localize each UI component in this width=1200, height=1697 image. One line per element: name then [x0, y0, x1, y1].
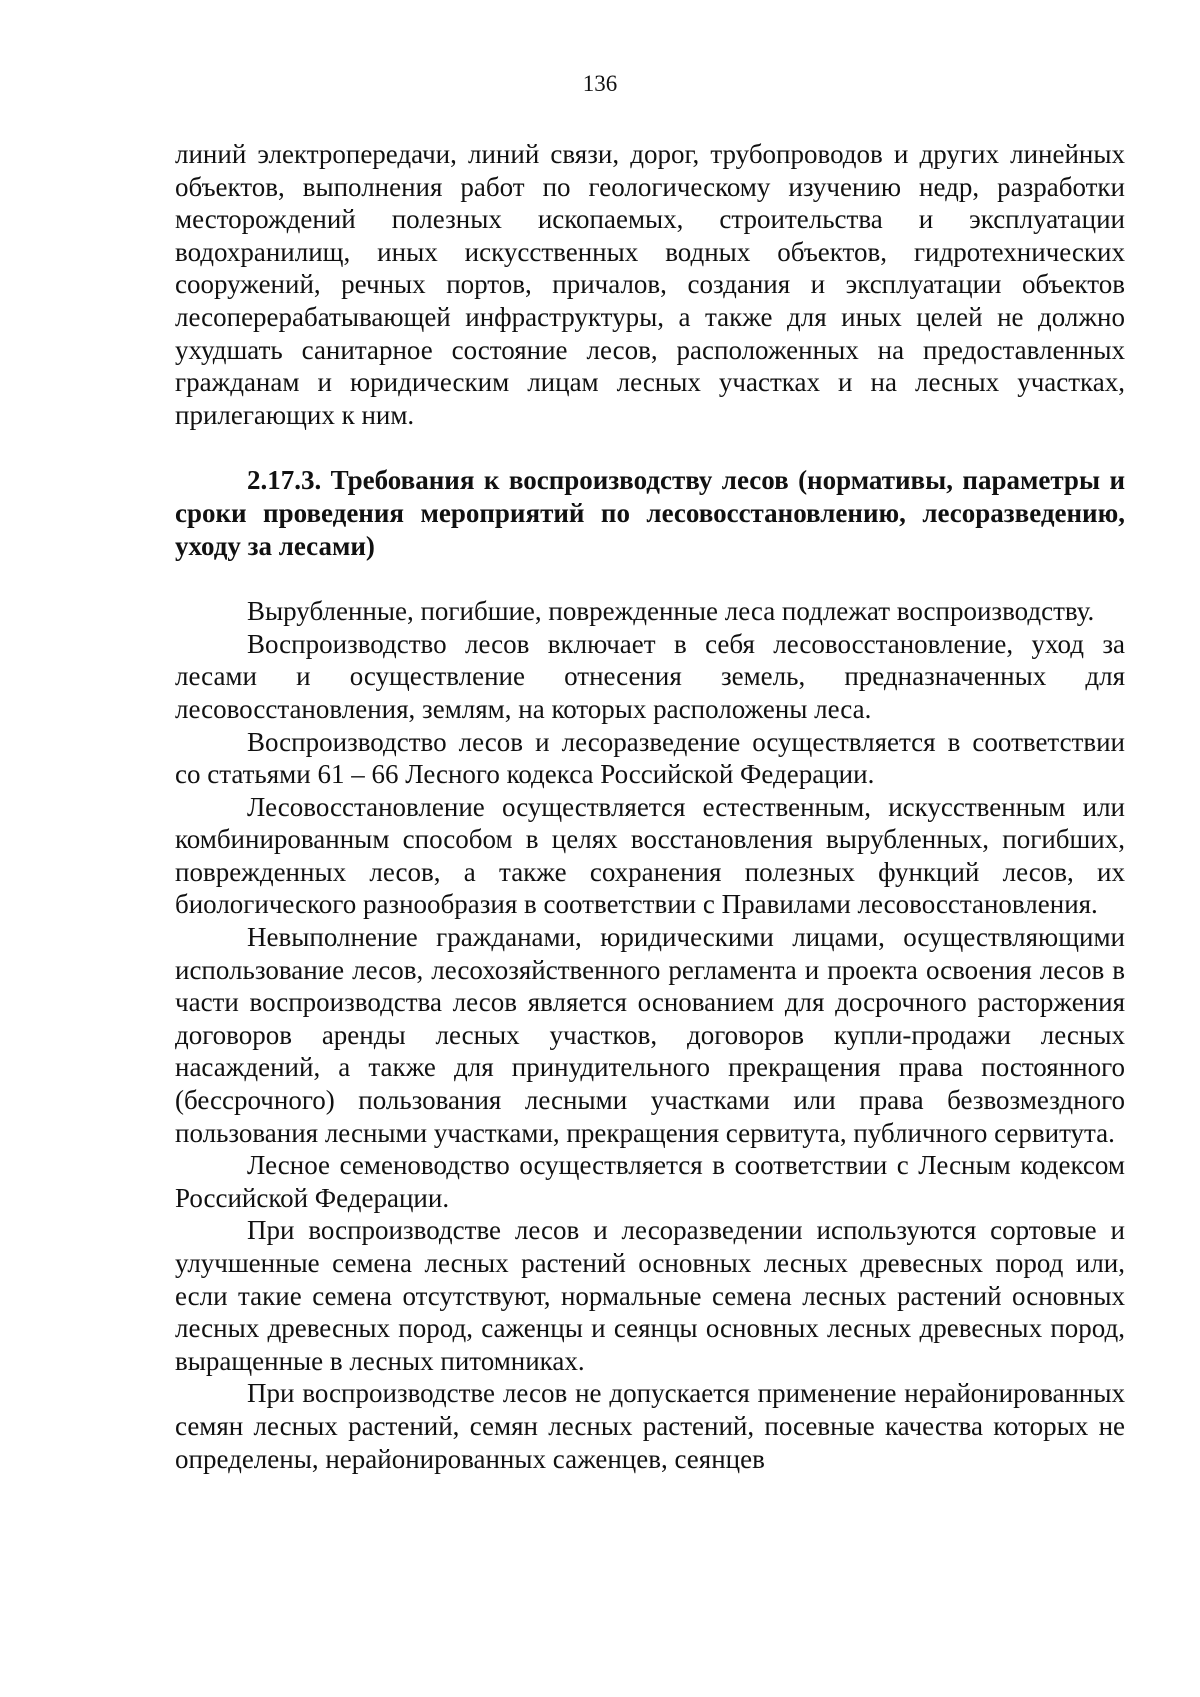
paragraph: Воспроизводство лесов и лесоразведение осуществляется в соответствии со статьями 61 – 66 Лесного кодекса Российской Федерации. [175, 726, 1125, 790]
paragraph: Вырубленные, погибшие, поврежденные леса подлежат воспроизводству. [247, 596, 1095, 627]
page-body [175, 138, 1125, 1475]
paragraph: Лесное семеноводство осуществляется в соответствии с Лесным кодексом Российской Федерации. [175, 1150, 1125, 1213]
paragraph: Лесовосстановление осуществляется естественным, искусственным или комбинированным способом в целях восстановления вырубленных, погибших, поврежденных лесов, а также сохранения полезных функций лесов, их биологического разнообразия в соответствии с Правилами лесовосстановления. [175, 791, 1125, 920]
section-heading: 2.17.3. Требования к воспроизводству лесов (нормативы, параметры и сроки проведения мероприятий по лесовосстановлению, лесоразведению, уходу за лесами) [175, 465, 1125, 561]
page-number: 136 [582, 71, 618, 96]
spacer [175, 431, 1125, 464]
paragraph: При воспроизводстве лесов и лесоразведении используются сортовые и улучшенные семена лесных растений основных лесных древесных пород или, если такие семена отсутствуют, нормальные семена лесных растений основных лесных древесных пород, саженцы и сеянцы основных лесных древесных пород, выращенные в лесных питомниках. [175, 1215, 1125, 1376]
spacer [175, 562, 1125, 595]
paragraph: При воспроизводстве лесов не допускается применение нерайонированных семян лесных растений, семян лесных растений, посевные качества которых не определены, нерайонированных саженцев, сеянцев [175, 1378, 1125, 1474]
intro-paragraph: линий электропередачи, линий связи, дорог, трубопроводов и других линейных объектов, выполнения работ по геологическому изучению недр, разработки месторождений полезных ископаемых, строительства и эксплуатации водохранилищ, иных искусственных водных объектов, гидротехнических сооружений, речных портов, причалов, создания и эксплуатации объектов лесоперерабатывающей инфраструктуры, а также для иных целей не должно ухудшать санитарное состояние лесов, расположенных на предоставленных гражданам и юридическим лицам лесных участках и на лесных участках, прилегающих к ним. [175, 139, 1125, 430]
paragraph: Воспроизводство лесов включает в себя лесовосстановление, уход за лесами и осуществление отнесения земель, предназначенных для лесовосстановления, землям, на которых расположены леса. [175, 628, 1125, 724]
paragraph: Невыполнение гражданами, юридическими лицами, осуществляющими использование лесов, лесохозяйственного регламента и проекта освоения лесов в части воспроизводства лесов является основанием для досрочного расторжения договоров аренды лесных участков, договоров купли-продажи лесных насаждений, а также для принудительного прекращения права постоянного (бессрочного) пользования лесными участками или права безвозмездного пользования лесными участками, прекращения сервитута, публичного сервитута. [175, 922, 1125, 1148]
